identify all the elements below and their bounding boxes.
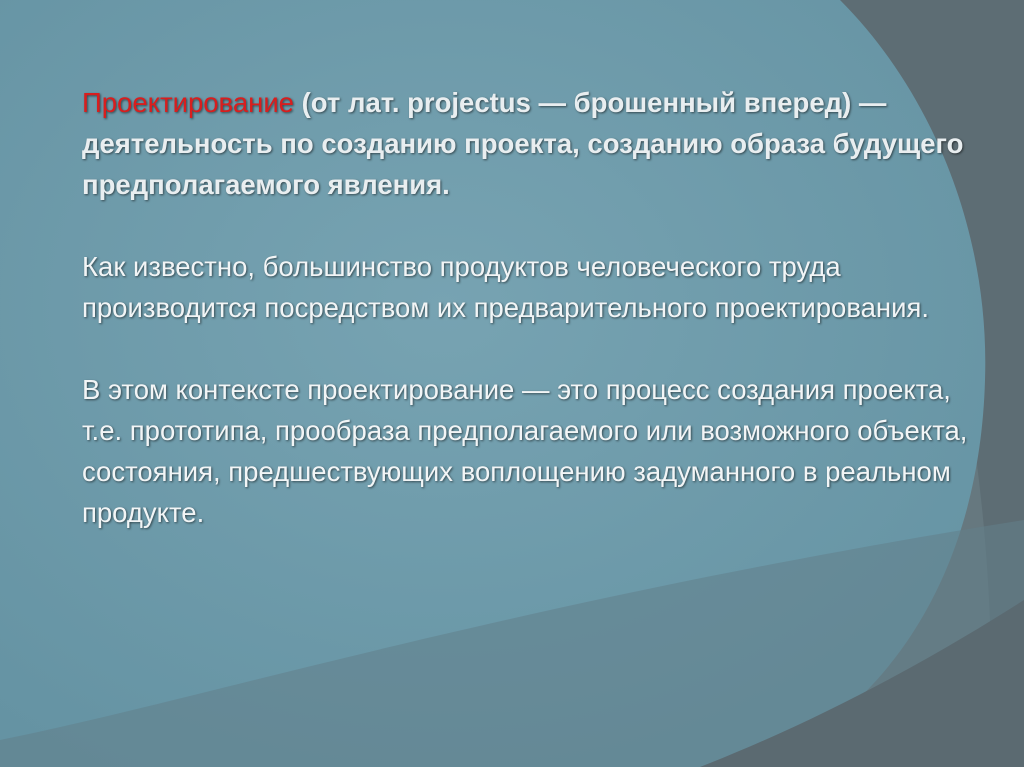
definition-paragraph — [82, 82, 982, 205]
slide-text — [82, 82, 982, 574]
paragraph-products: Как известно, большинство продуктов человеческого труда производится посредством их предварительного проектирования. — [82, 251, 930, 323]
term-highlight: Проектирование — [82, 87, 294, 118]
definition-text: (от лат. projectus — брошенный вперед) — деятельность по созданию проекта, созданию образа будущего предполагаемого явления. — [82, 87, 964, 200]
paragraph-context: В этом контексте проектирование — это процесс создания проекта, т.е. прототипа, прообраза предполагаемого или возможного объекта, состояния, предшествующих воплощению задуманного в реальном продукте. — [82, 374, 968, 528]
